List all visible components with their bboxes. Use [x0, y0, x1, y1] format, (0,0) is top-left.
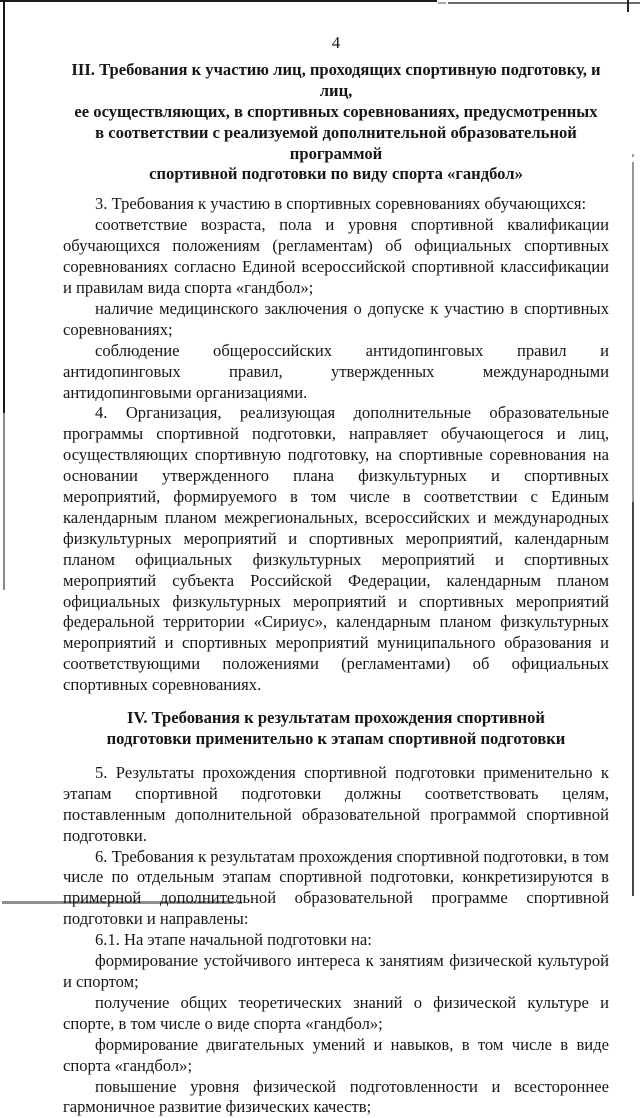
heading-line: ее осуществляющих, в спортивных соревнованиях, предусмотренных: [63, 102, 609, 123]
paragraph-3-intro: 3. Требования к участию в спортивных соревнованиях обучающихся:: [63, 194, 609, 215]
scan-artifact-top-line-right: [448, 2, 640, 4]
paragraph-6-1-item-2: получение общих теоретических знаний о физической культуре и спорте, в том числе о виде спорта «гандбол»;: [63, 993, 609, 1035]
scan-artifact-topright-tick: [627, 0, 629, 12]
section-heading-iii: [63, 60, 609, 185]
paragraph-6-1-item-1: формирование устойчивого интереса к занятиям физической культурой и спортом;: [63, 951, 609, 993]
heading-line: III. Требования к участию лиц, проходящих спортивную подготовку, и лиц,: [63, 60, 609, 102]
scan-artifact-left-line-gray: [3, 413, 5, 590]
paragraph-6-1-item-4: повышение уровня физической подготовленности и всестороннее гармоничное развитие физических качеств;: [63, 1077, 609, 1118]
scan-artifact-top-line-left: [0, 0, 437, 2]
paragraph-3-item-2: наличие медицинского заключения о допуске к участию в спортивных соревнованиях;: [63, 299, 609, 341]
page-content: [63, 33, 609, 1118]
scan-artifact-right-line-bottom: [632, 502, 634, 896]
scan-artifact-top-dots: [438, 2, 446, 4]
scan-artifact-left-line-dark: [3, 0, 5, 413]
scan-artifact-right-dot: [632, 154, 634, 157]
heading-line: подготовки применительно к этапам спортивной подготовки: [63, 729, 609, 750]
paragraph-3-item-1: соответствие возраста, пола и уровня спортивной квалификации обучающихся положениям (регламентам) об официальных спортивных соревнованиях согласно Единой всероссийской спортивной классификации и правилам вида спорта «гандбол»;: [63, 215, 609, 299]
paragraph-6-1-intro: 6.1. На этапе начальной подготовки на:: [63, 930, 609, 951]
heading-line: в соответствии с реализуемой дополнительной образовательной программой: [63, 123, 609, 165]
heading-line: IV. Требования к результатам прохождения спортивной: [63, 708, 609, 729]
paragraph-3-item-3: соблюдение общероссийских антидопинговых правил и антидопинговых правил, утвержденных международными антидопинговыми организациями.: [63, 341, 609, 404]
paragraph-6-1-item-3: формирование двигательных умений и навыков, в том числе в виде спорта «гандбол»;: [63, 1035, 609, 1077]
paragraph-4: 4. Организация, реализующая дополнительные образовательные программы спортивной подготовки, направляет обучающегося и лиц, осуществляющих спортивную подготовку, на спортивные соревнования на основании утвержденного плана физкультурных и спортивных мероприятий, формируемого в том числе в соответствии с Единым календарным планом межрегиональных, всероссийских и международных физкультурных мероприятий и спортивных мероприятий, календарным планом официальных физкультурных мероприятий и спортивных мероприятий субъекта Российской Федерации, календарным планом официальных физкультурных мероприятий и спортивных мероприятий федеральной территории «Сириус», календарным планом физкультурных мероприятий и спортивных мероприятий муниципального образования и соответствующими положениями (регламентами) об официальных спортивных соревнованиях.: [63, 403, 609, 696]
heading-line: спортивной подготовки по виду спорта «гандбол»: [63, 164, 609, 185]
paragraph-6: 6. Требования к результатам прохождения спортивной подготовки, в том числе по отдельным этапам спортивной подготовки, конкретизируются в примерной дополнительной образовательной программе спортивной подготовки и направлены:: [63, 847, 609, 931]
section-heading-iv: [63, 708, 609, 750]
page-number: 4: [63, 33, 609, 54]
paragraph-5: 5. Результаты прохождения спортивной подготовки применительно к этапам спортивной подготовки должны соответствовать целям, поставленным дополнительной образовательной программой спортивной подготовки.: [63, 763, 609, 847]
scan-artifact-right-line-top: [632, 162, 634, 502]
